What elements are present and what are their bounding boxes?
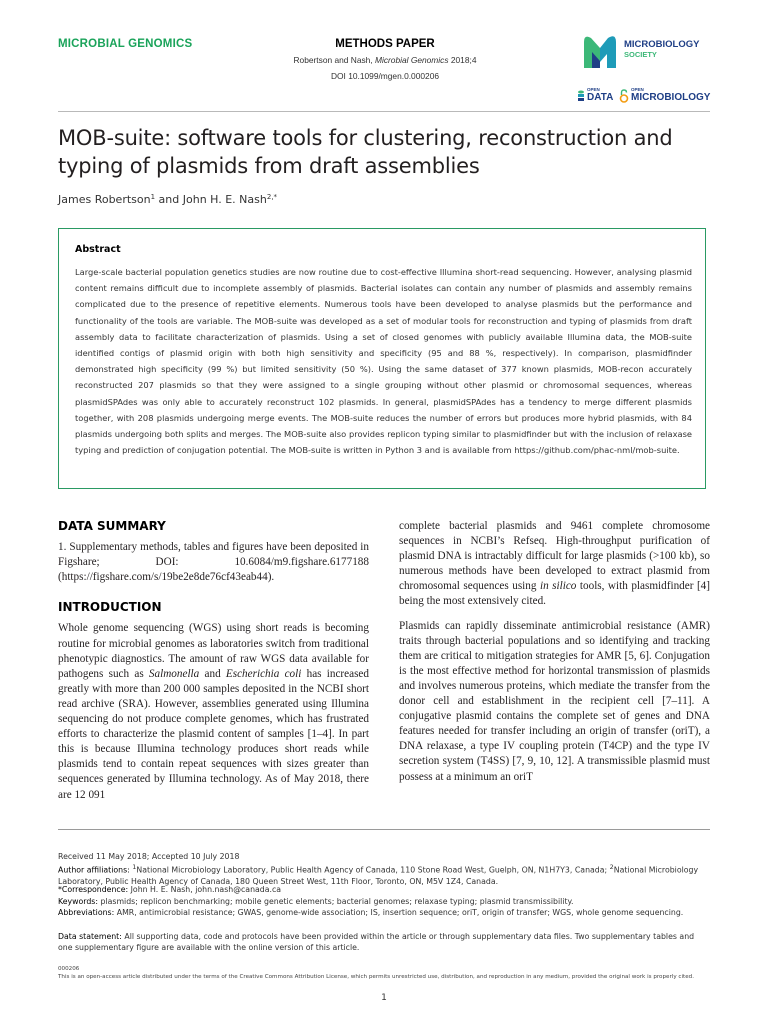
data-cylinder-icon bbox=[577, 88, 585, 106]
data-statement-text: All supporting data, code and protocols have been provided within the article or through supplementary data files. Two supplementary tables and one supplementary figure are available with the online version of this article. bbox=[58, 932, 695, 952]
data-statement-label: Data statement: bbox=[58, 932, 122, 941]
right-column bbox=[399, 519, 710, 785]
abstract-text: Large-scale bacterial population genetics studies are now routine due to cost-effective Illumina short-read sequencing. However, analysing plasmid content remains difficult due to incomplete assembly of plasmids. Bacterial isolates can contain any number of plasmids and assembly remains complicated due to the presence of repetitive elements. Numerous tools have been developed to analyse plasmids but the performance and functionality of the tools are variable. The MOB-suite was developed as a set of modular tools for reconstruction and typing of plasmids from draft assembly data to facilitate characterization of plasmids. Using a set of closed genomes with publicly available Illumina data, the MOB-suite identified contigs of plasmid origin with both high sensitivity and specificity (95 and 88 %, respectively). In comparison, plasmidfinder demonstrated high specificity (99 %) but limited sensitivity (50 %). Using the same dataset of 377 known plasmids, MOB-recon accurately reconstructed 207 plasmids so that they were assigned to a single grouping without other plasmid or chromosomal sequences, whereas plasmidSPAdes was only able to accurately reconstruct 102 plasmids. In general, plasmidSPAdes has a tendency to merge different plasmids together, with 208 plasmids undergoing merge events. The MOB-suite reduces the number of errors but produces more hybrid plasmids, with 84 plasmids undergoing both splits and merges. The MOB-suite also provides replicon typing similar to plasmidfinder but with the inclusion of relaxase typing and prediction of conjugation potential. The MOB-suite is written in Python 3 and is available from https://github.com/phac-nml/mob-suite. bbox=[75, 267, 692, 456]
data-summary-text: 1. Supplementary methods, tables and figures have been deposited in Figshare; DOI: 10.6084/m9.figshare.6177188 (https://figshare.com/s/19be2e8de76cf43eab44). bbox=[58, 541, 369, 584]
journal-name: MICROBIAL GENOMICS bbox=[58, 38, 193, 50]
logo-line-2: SOCIETY bbox=[624, 50, 657, 59]
citation-authors: Robertson and Nash, bbox=[293, 55, 373, 65]
paper-type: METHODS PAPER bbox=[335, 38, 435, 50]
affil-text-1: National Microbiology Laboratory, Public Health Agency of Canada, 110 Stone Road West, Guelph, ON, N1H7Y3, Canada; bbox=[136, 865, 608, 875]
open-microbiology-badge bbox=[619, 86, 727, 108]
open-data-label: DATA bbox=[587, 92, 614, 103]
citation-journal: Microbial Genomics bbox=[374, 55, 449, 65]
affil-sup-1: 1 bbox=[132, 863, 137, 871]
author-1: James Robertson bbox=[58, 193, 151, 206]
abstract-heading: Abstract bbox=[75, 244, 121, 255]
affil-text-2: National Microbiology Laboratory, Public Health Agency of Canada, 180 Queen Street West, 11th Floor, Toronto, ON, M5V 1Z4, Canada. bbox=[58, 865, 699, 886]
author-2: and John H. E. Nash bbox=[155, 193, 267, 206]
page-number: 1 bbox=[381, 993, 387, 1003]
footnote-divider bbox=[58, 829, 710, 830]
author-1-affil: 1 bbox=[150, 193, 156, 201]
abbreviations bbox=[58, 907, 710, 918]
open-data-badge bbox=[577, 86, 619, 108]
data-summary-heading: DATA SUMMARY bbox=[58, 519, 166, 533]
intro-ecoli: Escherichia coli bbox=[225, 667, 302, 680]
right-paragraph-2: Plasmids can rapidly disseminate antimicrobial resistance (AMR) traits through bacterial populations and so identifying and tracking them are critical to mitigation strategies for AMR [5, 6]. Conjugation is the most effective method for horizontal transmission of plasmids and involves numerous proteins, which mediate the transfer from the donor cell and establishment in the recipient cell [7–11]. A conjugative plasmid contains the complete set of genes and DNA features needed for transfer including an origin of transfer (oriT), a DNA relaxase, a type IV coupling protein (T4CP) and the type IV secretion system (T4SS) [7, 9, 10, 12]. A transmissible plasmid must possess at a minimum an oriT bbox=[399, 619, 710, 783]
correspondence-label: *Correspondence: bbox=[58, 885, 129, 894]
society-logo-icon bbox=[580, 28, 620, 74]
license-text: This is an open-access article distributed under the terms of the Creative Commons Attribution License, which permits unrestricted use, distribution, and reproduction in any medium, provided the original work is properly cited. bbox=[58, 974, 694, 980]
left-column bbox=[58, 519, 369, 803]
abbreviations-label: Abbreviations: bbox=[58, 908, 115, 917]
author-affiliations bbox=[58, 862, 710, 887]
abbreviations-text: AMR, antimicrobial resistance; GWAS, genome-wide association; IS, insertion sequence; oriT, origin of transfer; WGS, whole genome sequencing. bbox=[116, 908, 684, 917]
open-lock-icon bbox=[619, 89, 629, 103]
right-p1-insilico: in silico bbox=[539, 580, 577, 593]
intro-paragraph-1 bbox=[58, 621, 369, 802]
author-list bbox=[58, 193, 277, 206]
affil-sup-2: 2 bbox=[609, 863, 614, 871]
right-paragraph-1 bbox=[399, 519, 710, 610]
correspondence-text: John H. E. Nash, john.nash@canada.ca bbox=[130, 885, 282, 894]
intro-p1-rest: has increased greatly with more than 200 000 samples deposited in the NCBI short read archive (SRA). However, assemblies generated using Illumina sequencing do not produce complete genomes, which has frustrated efforts to characterize the plasmid content of samples [1–4]. In part this is because Illumina technology produces short reads while plasmids tend to contain repeat sequences with sizes greater than sequences generated by Illumina technology. As of May 2018, there are 12 091 bbox=[58, 667, 369, 801]
intro-p1-and: and bbox=[199, 667, 226, 680]
microbiology-society-logo bbox=[580, 28, 720, 74]
open-micro-label: MICROBIOLOGY bbox=[631, 92, 711, 103]
open-data-small: OPEN bbox=[587, 87, 600, 92]
doi: DOI 10.1099/mgen.0.000206 bbox=[330, 71, 440, 81]
intro-p1-a: Whole genome sequencing (WGS) using short reads is becoming routine for microbial genomes as laboratories switch from traditional phenotypic diagnostics. The amount of raw WGS data available for pathogens such as bbox=[58, 622, 369, 680]
intro-salmonella: Salmonella bbox=[148, 667, 200, 680]
right-p1-b: tools, with plasmidfinder [4] being the most extensively cited. bbox=[399, 580, 710, 608]
open-badges bbox=[577, 86, 727, 108]
introduction-heading: INTRODUCTION bbox=[58, 600, 162, 615]
keywords bbox=[58, 896, 710, 907]
affiliations-label: Author affiliations: bbox=[58, 865, 130, 875]
header-divider bbox=[58, 111, 710, 112]
citation-volume: 2018;4 bbox=[450, 55, 477, 65]
received-dates: Received 11 May 2018; Accepted 10 July 2018 bbox=[58, 852, 240, 861]
keywords-text: plasmids; replicon benchmarking; mobile genetic elements; bacterial genomes; relaxase typing; plasmid transmissibility. bbox=[100, 897, 574, 906]
open-micro-small: OPEN bbox=[631, 87, 644, 92]
logo-line-1: MICROBIOLOGY bbox=[624, 39, 700, 50]
author-2-affil: 2,* bbox=[266, 193, 278, 201]
data-statement bbox=[58, 931, 710, 953]
keywords-label: Keywords: bbox=[58, 897, 98, 906]
article-number: 000206 bbox=[58, 966, 80, 972]
citation-line bbox=[230, 55, 540, 65]
article-title: MOB-suite: software tools for clustering, reconstruction and typing of plasmids from draft assemblies bbox=[58, 126, 673, 178]
right-p1-a: complete bacterial plasmids and 9461 complete chromosome sequences in NCBI’s Refseq. High-throughput purification of plasmid DNA is intractably difficult for large plasmids (>100 kb), so numerous methods have been developed to extract plasmid from chromosomal sequences using bbox=[399, 520, 710, 593]
correspondence bbox=[58, 884, 710, 895]
